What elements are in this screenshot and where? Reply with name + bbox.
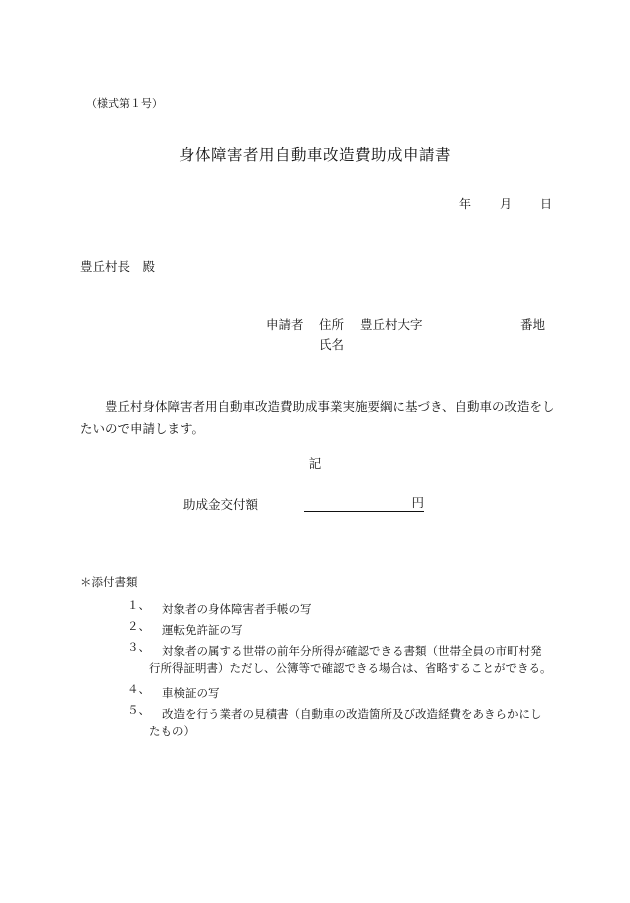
- attachment-number: ４、: [127, 682, 150, 696]
- application-statement: 豊丘村身体障害者用自動車改造費助成事業実施要綱に基づき、自動車の改造をしたいので申請します。: [80, 399, 555, 436]
- form-number: （様式第１号）: [86, 97, 163, 110]
- attachment-number: ５、: [127, 703, 150, 717]
- attachment-number: ２、: [127, 619, 150, 633]
- attachment-text: 改造を行う業者の見積書（自動車の改造箇所及び改造経費をあきらかにし: [162, 707, 542, 721]
- ki-heading: 記: [308, 456, 322, 471]
- attachment-text: 運転免許証の写: [162, 623, 243, 637]
- document-title: 身体障害者用自動車改造費助成申請書: [178, 146, 451, 164]
- attachment-number: ３、: [127, 640, 150, 654]
- date-month-label: 月: [500, 197, 513, 211]
- subsidy-amount-field: [304, 495, 424, 512]
- subsidy-amount-label: 助成金交付額: [183, 497, 259, 512]
- attachment-text-continued: たもの）: [149, 724, 195, 738]
- attachment-text: 対象者の身体障害者手帳の写: [162, 602, 312, 616]
- attachment-text-continued: 行所得証明書）ただし、公簿等で確認できる場合は、省略することができる。: [149, 661, 552, 675]
- attachment-text: 車検証の写: [162, 686, 220, 700]
- date-day-label: 日: [540, 197, 553, 211]
- attachment-number: １、: [127, 598, 150, 612]
- yen-unit: 円: [411, 495, 424, 510]
- name-label: 氏名: [319, 337, 345, 352]
- address-value: 豊丘村大字: [360, 317, 423, 332]
- addressee: 豊丘村長 殿: [80, 259, 156, 274]
- applicant-label: 申請者: [266, 317, 304, 332]
- attachment-text: 対象者の属する世帯の前年分所得が確認できる書類（世帯全員の市町村発: [162, 644, 542, 658]
- address-label: 住所: [319, 317, 345, 332]
- address-suffix: 番地: [520, 317, 546, 332]
- date-year-label: 年: [459, 197, 472, 211]
- attachments-heading: ＊添付書類: [80, 575, 138, 589]
